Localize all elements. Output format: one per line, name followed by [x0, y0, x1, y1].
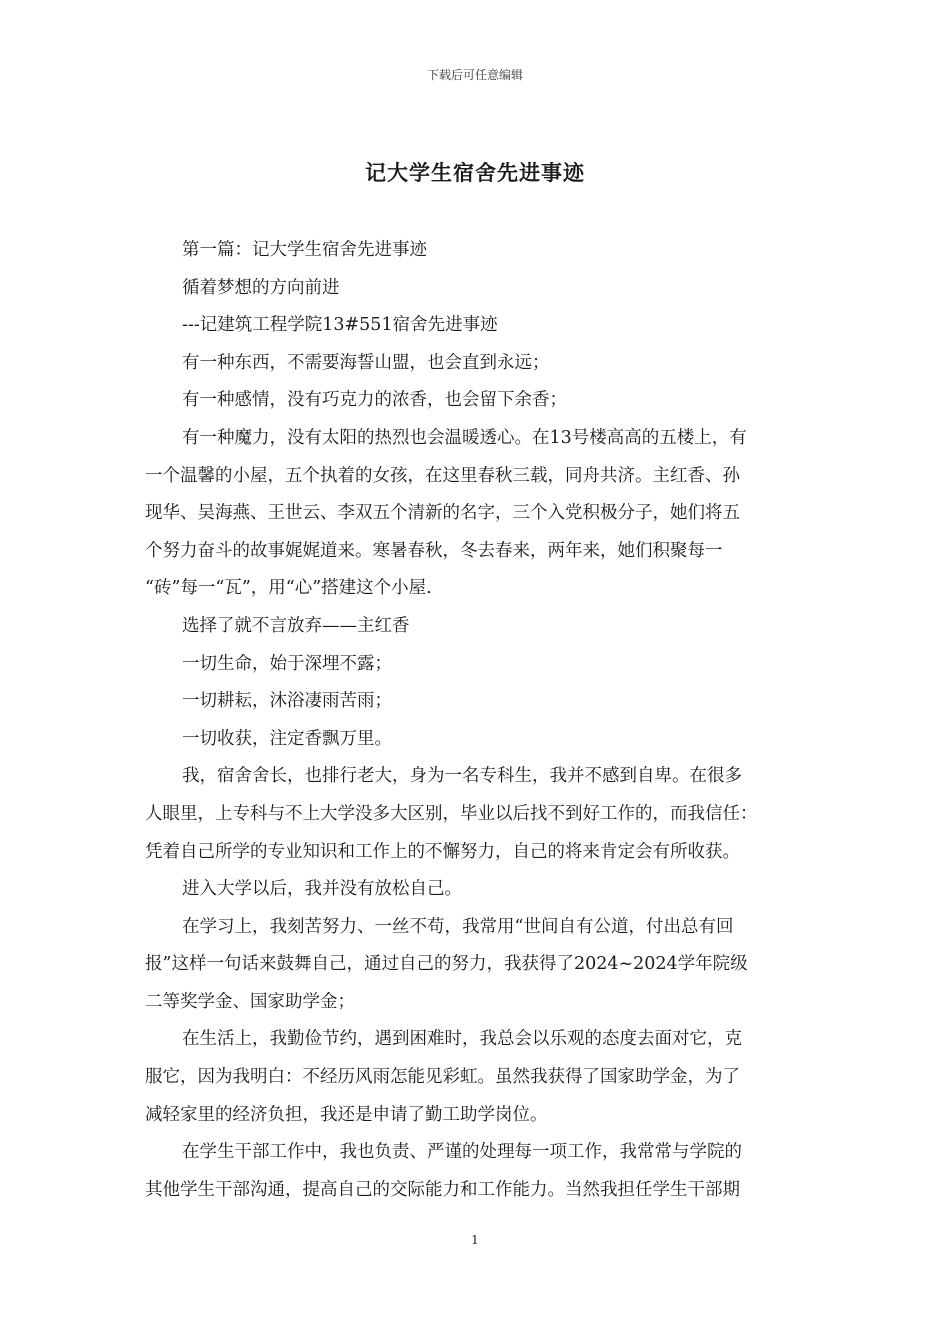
paragraph-line: 第一篇：记大学生宿舍先进事迹 — [182, 240, 427, 260]
paragraph-line: 在生活上，我勤俭节约，遇到困难时，我总会以乐观的态度去面对它，克 — [182, 1029, 742, 1050]
paragraph-line: 凭着自己所学的专业知识和工作上的不懈努力，自己的将来肯定会有所收获。 — [145, 841, 740, 862]
paragraph-line: 人眼里，上专科与不上大学没多大区别，毕业以后找不到好工作的，而我信任： — [145, 803, 758, 824]
paragraph-line: 循着梦想的方向前进 — [182, 277, 340, 298]
paragraph-line: 现华、吴海燕、王世云、李双五个清新的名字，三个入党积极分子，她们将五 — [145, 503, 740, 524]
paragraph-line: 有一种东西，不需要海誓山盟，也会直到永远； — [182, 352, 550, 373]
paragraph-line: 其他学生干部沟通，提高自己的交际能力和工作能力。当然我担任学生干部期 — [145, 1179, 740, 1200]
document-body — [145, 232, 817, 1209]
paragraph-line: 选择了就不言放弃——主红香 — [182, 615, 410, 636]
page-header-note: 下载后可任意编辑 — [426, 68, 523, 82]
paragraph-line: 有一种魔力，没有太阳的热烈也会温暖透心。在13号楼高高的五楼上，有 — [182, 427, 747, 448]
paragraph-line: 个努力奋斗的故事娓娓道来。寒暑春秋，冬去春来，两年来，她们积聚每一 — [145, 540, 723, 561]
paragraph-line: 服它，因为我明白：不经历风雨怎能见彩虹。虽然我获得了国家助学金，为了 — [145, 1067, 740, 1088]
paragraph-line: 报”这样一句话来鼓舞自己，通过自己的努力，我获得了2024~2024学年院级 — [145, 954, 748, 975]
paragraph-line: 有一种感情，没有巧克力的浓香，也会留下余香； — [182, 390, 567, 411]
paragraph-line: ---记建筑工程学院13#551宿舍先进事迹 — [182, 315, 498, 336]
paragraph-line: 一切收获，注定香飘万里。 — [182, 728, 392, 749]
paragraph-line: 在学生干部工作中，我也负责、严谨的处理每一项工作，我常常与学院的 — [182, 1142, 742, 1163]
paragraph-line: 减轻家里的经济负担，我还是申请了勤工助学岗位。 — [145, 1104, 548, 1125]
document-title: 记大学生宿舍先进事迹 — [365, 160, 585, 185]
paragraph-line: 一个温馨的小屋，五个执着的女孩，在这里春秋三载，同舟共济。主红香、孙 — [145, 465, 740, 486]
page-number: 1 — [471, 1233, 479, 1247]
paragraph-line: “砖”每一“瓦”，用“心”搭建这个小屋. — [145, 578, 432, 599]
paragraph-line: 二等奖学金、国家助学金； — [145, 991, 355, 1012]
paragraph-line: 一切生命，始于深埋不露； — [182, 653, 392, 674]
paragraph-line: 在学习上，我刻苦努力、一丝不苟，我常用“世间自有公道，付出总有回 — [182, 916, 734, 937]
paragraph-line: 一切耕耘，沐浴凄雨苦雨； — [182, 691, 392, 712]
paragraph-line: 我，宿舍舍长，也排行老大，身为一名专科生，我并不感到自卑。在很多 — [182, 766, 742, 787]
paragraph-line: 进入大学以后，我并没有放松自己。 — [182, 879, 462, 900]
